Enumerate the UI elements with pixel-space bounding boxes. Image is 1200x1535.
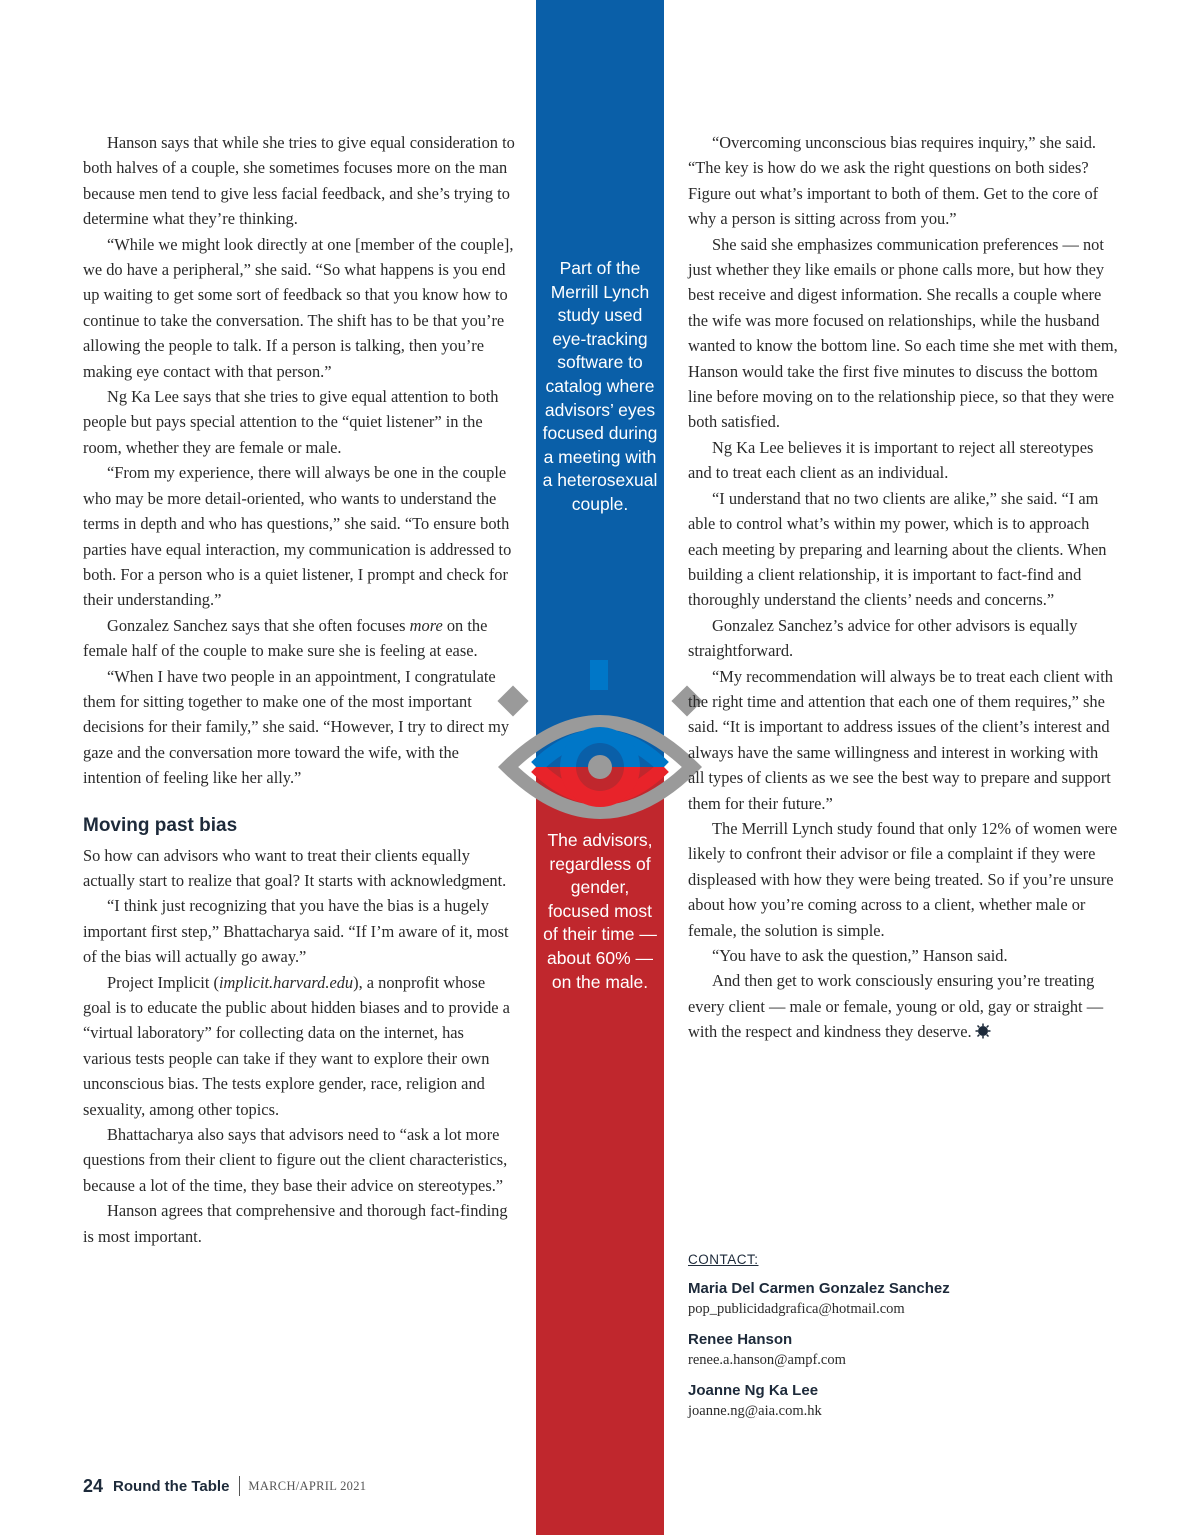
body-paragraph: “My recommendation will always be to treat each client with the right time and attention that each one of them requires,” she said. “It is important to address issues of the client’s interest and always have the same willingness and interest in working with all types of clients as we see the best way to prepare and support them for their future.” xyxy=(688,666,1113,813)
eye-icon xyxy=(496,655,704,820)
page-footer xyxy=(83,1474,366,1498)
section-subhead: Moving past bias xyxy=(83,814,238,836)
contact-entry xyxy=(688,1381,1118,1421)
body-paragraph: Bhattacharya also says that advisors need to “ask a lot more questions from their client to figure out the client characteristics, because a lot of the time, they base their advice on stereotypes.” xyxy=(83,1125,508,1195)
body-paragraph: “I understand that no two clients are alike,” she said. “I am able to control what’s within my power, which is to approach each meeting by preparing and learning about the clients. When building a client relationship, it is important to fact-find and thoroughly understand the clients’ needs and concerns.” xyxy=(688,488,1107,610)
left-column xyxy=(83,130,515,1249)
contact-email[interactable]: renee.a.hanson@ampf.com xyxy=(688,1352,846,1368)
body-paragraph xyxy=(83,613,515,664)
body-paragraph xyxy=(83,970,515,1122)
emphasis-text: more xyxy=(409,615,443,635)
page-number: 24 xyxy=(83,1475,104,1496)
contact-entry xyxy=(688,1330,1118,1370)
eye-pupil xyxy=(588,755,612,779)
sidebar-bottom-text: The advisors, regardless of gender, focused most of their time — about 60% — on the male. xyxy=(543,830,657,992)
body-paragraph: “While we might look directly at one [member of the couple], we do have a peripheral,” she said. “So what happens is you end up waiting to get some sort of feedback so that you know how to continue to take the conversation. The shift has to be that you’re allowing the people to talk. If a person is talking, then you’re making eye contact with that person.” xyxy=(83,234,514,381)
right-column xyxy=(688,130,1118,1045)
contact-label: CONTACT: xyxy=(688,1252,759,1267)
contact-email[interactable]: joanne.ng@aia.com.hk xyxy=(688,1403,822,1419)
body-paragraph: “From my experience, there will always be one in the couple who may be more detail-oriented, who wants to understand the terms in depth and who has questions,” she said. “To ensure both parties have equal interaction, my communication is addressed to both. For a person who is a quiet listener, I prompt and check for their understanding.” xyxy=(83,463,512,610)
text-run: ), a nonprofit whose goal is to educate the public about hidden biases and to provide a “virtual laboratory” for collecting data on the internet, has various tests people can take if they want to explore their own unconscious bias. The tests explore gender, race, religion and sexuality, among other topics. xyxy=(83,972,510,1119)
text-run: Gonzalez Sanchez says that she often focuses xyxy=(107,615,410,635)
body-paragraph: Ng Ka Lee says that she tries to give equal attention to both people but pays special attention to the “quiet listener” in the room, whether they are female or male. xyxy=(83,387,499,457)
text-run: Project Implicit ( xyxy=(107,972,219,992)
magazine-title: Round the Table xyxy=(113,1477,230,1495)
body-paragraph: “When I have two people in an appointment, I congratulate them for sitting together to make one of the most important decisions for their family,” she said. “However, I try to direct my gaze and the conversation more toward the wife, with the intention of feeling like her ally.” xyxy=(83,666,510,788)
contact-name: Joanne Ng Ka Lee xyxy=(688,1382,819,1399)
body-paragraph: The Merrill Lynch study found that only 12% of women were likely to confront their advisor or file a complaint if they were displeased with how they were being treated. So if you’re unsure about how you’re coming across to a client, whether male or female, the solution is simple. xyxy=(688,818,1118,940)
issue-date: MARCH/APRIL 2021 xyxy=(248,1478,367,1493)
body-paragraph: So how can advisors who want to treat their clients equally actually start to realize that goal? It starts with acknowledgment. xyxy=(83,845,507,890)
body-paragraph: She said she emphasizes communication preferences — not just whether they like emails or phone calls more, but how they best receive and digest information. She recalls a couple where the wife was more focused on relationships, while the husband wanted to know the bottom line. So each time she met with them, Hanson would take the first five minutes to discuss the bottom line before moving on to the relationship piece, so that they were both satisfied. xyxy=(688,234,1118,432)
eye-lash-center xyxy=(590,660,608,690)
contact-email[interactable]: pop_publicidadgrafica@hotmail.com xyxy=(688,1301,905,1317)
body-paragraph: “I think just recognizing that you have the bias is a hugely important first step,” Bhattacharya said. “If I’m aware of it, most of the bias will actually go away.” xyxy=(83,896,509,967)
contact-name: Renee Hanson xyxy=(688,1331,793,1348)
contact-entry xyxy=(688,1279,1118,1319)
body-paragraph: “You have to ask the question,” Hanson said. xyxy=(712,946,1008,965)
text-run: on the female half of the couple to make sure she is feeling at ease. xyxy=(83,615,488,661)
footer-divider xyxy=(239,1476,240,1496)
text-run: And then get to work consciously ensuring you’re treating every client — male or female, young or old, gay or straight — with the respect and kindness they deserve. xyxy=(688,971,1104,1042)
end-of-story-icon xyxy=(975,1023,991,1039)
body-paragraph: Hanson says that while she tries to give equal consideration to both halves of a couple, she sometimes focuses more on the man because men tend to give less facial feedback, and she’s trying to determine what they’re thinking. xyxy=(83,133,515,229)
body-paragraph: Ng Ka Lee believes it is important to reject all stereotypes and to treat each client as an individual. xyxy=(688,437,1094,483)
contact-box xyxy=(688,1252,1118,1432)
body-paragraph: Gonzalez Sanchez’s advice for other advisors is equally straightforward. xyxy=(688,615,1078,661)
body-paragraph: Hanson agrees that comprehensive and thorough fact-finding is most important. xyxy=(83,1201,508,1246)
contact-name: Maria Del Carmen Gonzalez Sanchez xyxy=(688,1280,950,1297)
sidebar-top-text: Part of the Merrill Lynch study used eye-tracking software to catalog where advisors’ eyes focused during a meeting with a heterosexual couple. xyxy=(542,258,658,514)
body-paragraph xyxy=(688,968,1118,1044)
website-reference: implicit.harvard.edu xyxy=(218,972,354,992)
eye-lash-left xyxy=(497,685,528,716)
body-paragraph: “Overcoming unconscious bias requires inquiry,” she said. “The key is how do we ask the right questions on both sides? Figure out what’s important to both of them. Get to the core of why a person is sitting across from you.” xyxy=(688,133,1099,229)
